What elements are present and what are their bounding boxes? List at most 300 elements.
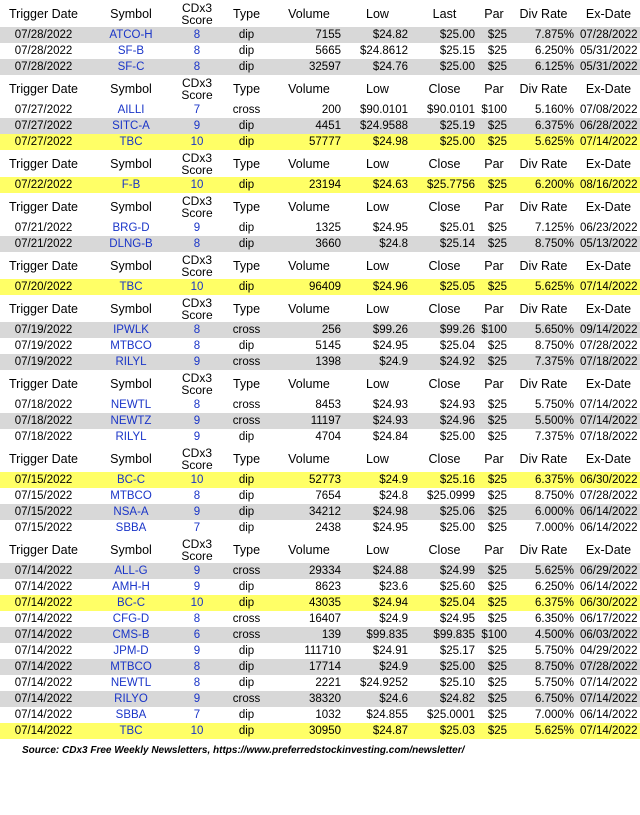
cell-last: $25.60 xyxy=(411,579,478,595)
cell-symbol[interactable]: BC-C xyxy=(87,595,175,611)
header-row xyxy=(0,536,640,563)
header-trigger-date: Trigger Date xyxy=(0,252,87,279)
cell-ex-date: 06/14/2022 xyxy=(577,504,640,520)
header-low: Low xyxy=(344,150,411,177)
cell-last: $25.04 xyxy=(411,338,478,354)
cell-div-rate: 7.000% xyxy=(510,707,577,723)
cell-volume: 23194 xyxy=(274,177,344,193)
table-row xyxy=(0,397,640,413)
cell-par: $100 xyxy=(478,322,510,338)
table-row xyxy=(0,627,640,643)
header-ex-date: Ex-Date xyxy=(577,252,640,279)
cell-type: dip xyxy=(219,520,274,536)
header-div-rate: Div Rate xyxy=(510,193,577,220)
cell-type: dip xyxy=(219,134,274,150)
cell-div-rate: 6.250% xyxy=(510,579,577,595)
cell-symbol[interactable]: JPM-D xyxy=(87,643,175,659)
cell-cdx3-score: 8 xyxy=(175,322,219,338)
cell-type: cross xyxy=(219,611,274,627)
cell-last: $99.26 xyxy=(411,322,478,338)
cell-par: $25 xyxy=(478,397,510,413)
cell-cdx3-score: 8 xyxy=(175,236,219,252)
cell-div-rate: 6.750% xyxy=(510,691,577,707)
cell-div-rate: 8.750% xyxy=(510,659,577,675)
header-div-rate: Div Rate xyxy=(510,252,577,279)
cell-low: $24.98 xyxy=(344,504,411,520)
cell-trigger-date: 07/19/2022 xyxy=(0,354,87,370)
header-trigger-date: Trigger Date xyxy=(0,150,87,177)
cell-symbol[interactable]: CFG-D xyxy=(87,611,175,627)
header-par: Par xyxy=(478,370,510,397)
cell-last: $25.15 xyxy=(411,43,478,59)
cell-volume: 11197 xyxy=(274,413,344,429)
cell-volume: 96409 xyxy=(274,279,344,295)
cell-volume: 43035 xyxy=(274,595,344,611)
cell-par: $25 xyxy=(478,220,510,236)
cell-low: $24.9 xyxy=(344,472,411,488)
cell-type: dip xyxy=(219,177,274,193)
cell-par: $25 xyxy=(478,236,510,252)
cell-div-rate: 7.000% xyxy=(510,520,577,536)
header-low: Low xyxy=(344,536,411,563)
table-row xyxy=(0,220,640,236)
header-row xyxy=(0,252,640,279)
cell-volume: 4704 xyxy=(274,429,344,445)
cell-cdx3-score: 10 xyxy=(175,177,219,193)
cell-last: $25.06 xyxy=(411,504,478,520)
table-row xyxy=(0,691,640,707)
header-symbol: Symbol xyxy=(87,193,175,220)
header-low: Low xyxy=(344,295,411,322)
cell-trigger-date: 07/14/2022 xyxy=(0,691,87,707)
cell-trigger-date: 07/28/2022 xyxy=(0,27,87,43)
cell-type: dip xyxy=(219,429,274,445)
cell-cdx3-score: 9 xyxy=(175,579,219,595)
header-volume: Volume xyxy=(274,445,344,472)
table-row xyxy=(0,595,640,611)
header-type: Type xyxy=(219,150,274,177)
header-volume: Volume xyxy=(274,75,344,102)
header-ex-date: Ex-Date xyxy=(577,150,640,177)
cell-par: $25 xyxy=(478,134,510,150)
cell-low: $24.76 xyxy=(344,59,411,75)
cell-symbol[interactable]: IPWLK xyxy=(87,322,175,338)
cell-ex-date: 06/30/2022 xyxy=(577,595,640,611)
cell-trigger-date: 07/14/2022 xyxy=(0,659,87,675)
cell-low: $24.93 xyxy=(344,413,411,429)
cell-low: $24.9252 xyxy=(344,675,411,691)
header-low: Low xyxy=(344,193,411,220)
header-ex-date: Ex-Date xyxy=(577,536,640,563)
cell-symbol[interactable]: NEWTZ xyxy=(87,413,175,429)
header-low: Low xyxy=(344,75,411,102)
cell-cdx3-score: 8 xyxy=(175,338,219,354)
header-cdx3-score: CDx3 Score xyxy=(175,445,219,472)
cell-par: $25 xyxy=(478,707,510,723)
cell-last: $25.04 xyxy=(411,595,478,611)
cell-par: $100 xyxy=(478,627,510,643)
header-type: Type xyxy=(219,252,274,279)
table-row xyxy=(0,429,640,445)
cell-low: $99.835 xyxy=(344,627,411,643)
cell-symbol[interactable]: SBBA xyxy=(87,707,175,723)
cell-div-rate: 5.750% xyxy=(510,643,577,659)
cell-trigger-date: 07/27/2022 xyxy=(0,102,87,118)
cell-cdx3-score: 10 xyxy=(175,472,219,488)
header-div-rate: Div Rate xyxy=(510,370,577,397)
cell-par: $25 xyxy=(478,338,510,354)
cell-cdx3-score: 9 xyxy=(175,118,219,134)
cell-type: dip xyxy=(219,488,274,504)
cell-last: $25.19 xyxy=(411,118,478,134)
cell-symbol[interactable]: MTBCO xyxy=(87,338,175,354)
cell-par: $25 xyxy=(478,429,510,445)
cell-low: $24.91 xyxy=(344,643,411,659)
table-row xyxy=(0,236,640,252)
cell-ex-date: 05/31/2022 xyxy=(577,59,640,75)
cell-ex-date: 07/14/2022 xyxy=(577,675,640,691)
cell-last: $25.00 xyxy=(411,27,478,43)
cell-symbol[interactable]: TBC xyxy=(87,723,175,739)
header-type: Type xyxy=(219,370,274,397)
cell-symbol[interactable]: CMS-B xyxy=(87,627,175,643)
header-low: Low xyxy=(344,370,411,397)
cell-last: $25.0001 xyxy=(411,707,478,723)
cell-last: $25.00 xyxy=(411,59,478,75)
cell-low: $24.8 xyxy=(344,236,411,252)
cell-ex-date: 05/31/2022 xyxy=(577,43,640,59)
header-volume: Volume xyxy=(274,193,344,220)
cell-last: $25.05 xyxy=(411,279,478,295)
cell-par: $25 xyxy=(478,354,510,370)
cell-low: $24.87 xyxy=(344,723,411,739)
table-row xyxy=(0,102,640,118)
cell-ex-date: 07/14/2022 xyxy=(577,279,640,295)
cell-last: $25.00 xyxy=(411,520,478,536)
cell-ex-date: 04/29/2022 xyxy=(577,643,640,659)
table-row xyxy=(0,472,640,488)
cell-div-rate: 7.125% xyxy=(510,220,577,236)
header-volume: Volume xyxy=(274,370,344,397)
cell-last: $99.835 xyxy=(411,627,478,643)
header-row xyxy=(0,150,640,177)
cell-par: $25 xyxy=(478,413,510,429)
cell-trigger-date: 07/21/2022 xyxy=(0,220,87,236)
cell-volume: 3660 xyxy=(274,236,344,252)
cell-trigger-date: 07/22/2022 xyxy=(0,177,87,193)
cell-par: $100 xyxy=(478,102,510,118)
cell-symbol[interactable]: DLNG-B xyxy=(87,236,175,252)
cell-cdx3-score: 7 xyxy=(175,707,219,723)
header-row xyxy=(0,75,640,102)
header-row xyxy=(0,370,640,397)
table-row xyxy=(0,563,640,579)
cell-low: $24.95 xyxy=(344,338,411,354)
cell-cdx3-score: 8 xyxy=(175,611,219,627)
cell-type: cross xyxy=(219,354,274,370)
cell-symbol[interactable]: NSA-A xyxy=(87,504,175,520)
cell-low: $24.95 xyxy=(344,520,411,536)
cell-par: $25 xyxy=(478,723,510,739)
cell-volume: 5665 xyxy=(274,43,344,59)
cell-ex-date: 06/14/2022 xyxy=(577,520,640,536)
cell-par: $25 xyxy=(478,579,510,595)
table-row xyxy=(0,579,640,595)
cell-symbol[interactable]: SBBA xyxy=(87,520,175,536)
header-trigger-date: Trigger Date xyxy=(0,370,87,397)
header-last: Last xyxy=(411,0,478,27)
header-type: Type xyxy=(219,0,274,27)
cell-ex-date: 07/28/2022 xyxy=(577,488,640,504)
header-row xyxy=(0,445,640,472)
cell-volume: 1325 xyxy=(274,220,344,236)
header-last: Close xyxy=(411,75,478,102)
header-last: Close xyxy=(411,536,478,563)
table-row xyxy=(0,488,640,504)
cell-div-rate: 6.375% xyxy=(510,472,577,488)
cell-cdx3-score: 7 xyxy=(175,102,219,118)
cell-last: $24.95 xyxy=(411,611,478,627)
cell-symbol[interactable]: TBC xyxy=(87,134,175,150)
cell-symbol[interactable]: SITC-A xyxy=(87,118,175,134)
cell-cdx3-score: 9 xyxy=(175,413,219,429)
cell-type: cross xyxy=(219,563,274,579)
cell-last: $25.10 xyxy=(411,675,478,691)
header-ex-date: Ex-Date xyxy=(577,370,640,397)
header-last: Close xyxy=(411,445,478,472)
header-volume: Volume xyxy=(274,252,344,279)
header-volume: Volume xyxy=(274,536,344,563)
cell-symbol[interactable]: ATCO-H xyxy=(87,27,175,43)
cell-div-rate: 5.650% xyxy=(510,322,577,338)
header-div-rate: Div Rate xyxy=(510,150,577,177)
cell-ex-date: 05/13/2022 xyxy=(577,236,640,252)
cell-symbol[interactable]: TBC xyxy=(87,279,175,295)
cell-type: dip xyxy=(219,279,274,295)
cell-par: $25 xyxy=(478,279,510,295)
cell-ex-date: 07/28/2022 xyxy=(577,659,640,675)
cell-symbol[interactable]: MTBCO xyxy=(87,488,175,504)
cell-symbol[interactable]: AILLI xyxy=(87,102,175,118)
cell-symbol[interactable]: ALL-G xyxy=(87,563,175,579)
cell-symbol[interactable]: NEWTL xyxy=(87,675,175,691)
table-row xyxy=(0,279,640,295)
cell-ex-date: 07/14/2022 xyxy=(577,413,640,429)
header-par: Par xyxy=(478,75,510,102)
cell-type: cross xyxy=(219,627,274,643)
header-ex-date: Ex-Date xyxy=(577,445,640,472)
cell-div-rate: 6.250% xyxy=(510,43,577,59)
cell-cdx3-score: 8 xyxy=(175,43,219,59)
cell-ex-date: 07/14/2022 xyxy=(577,397,640,413)
cell-div-rate: 8.750% xyxy=(510,338,577,354)
cell-low: $24.8612 xyxy=(344,43,411,59)
header-last: Close xyxy=(411,252,478,279)
header-div-rate: Div Rate xyxy=(510,445,577,472)
cell-volume: 29334 xyxy=(274,563,344,579)
cell-div-rate: 5.750% xyxy=(510,397,577,413)
header-par: Par xyxy=(478,193,510,220)
table-row xyxy=(0,520,640,536)
header-symbol: Symbol xyxy=(87,252,175,279)
table-row xyxy=(0,659,640,675)
cell-low: $24.96 xyxy=(344,279,411,295)
header-ex-date: Ex-Date xyxy=(577,193,640,220)
cell-low: $24.98 xyxy=(344,134,411,150)
cell-type: dip xyxy=(219,659,274,675)
header-volume: Volume xyxy=(274,150,344,177)
cell-type: dip xyxy=(219,59,274,75)
cell-symbol[interactable]: RILYL xyxy=(87,354,175,370)
cell-cdx3-score: 8 xyxy=(175,59,219,75)
cell-symbol[interactable]: BRG-D xyxy=(87,220,175,236)
cell-low: $24.8 xyxy=(344,488,411,504)
cell-cdx3-score: 8 xyxy=(175,27,219,43)
header-trigger-date: Trigger Date xyxy=(0,445,87,472)
header-type: Type xyxy=(219,295,274,322)
cell-ex-date: 07/14/2022 xyxy=(577,723,640,739)
header-par: Par xyxy=(478,252,510,279)
header-symbol: Symbol xyxy=(87,150,175,177)
header-last: Close xyxy=(411,150,478,177)
cell-div-rate: 7.375% xyxy=(510,429,577,445)
cell-par: $25 xyxy=(478,504,510,520)
cell-trigger-date: 07/15/2022 xyxy=(0,488,87,504)
table-row xyxy=(0,43,640,59)
cell-volume: 30950 xyxy=(274,723,344,739)
cell-last: $25.17 xyxy=(411,643,478,659)
cell-symbol[interactable]: F-B xyxy=(87,177,175,193)
cell-low: $24.93 xyxy=(344,397,411,413)
cell-div-rate: 5.750% xyxy=(510,675,577,691)
cell-volume: 57777 xyxy=(274,134,344,150)
cell-ex-date: 06/29/2022 xyxy=(577,563,640,579)
cell-cdx3-score: 9 xyxy=(175,643,219,659)
cell-par: $25 xyxy=(478,43,510,59)
cell-par: $25 xyxy=(478,488,510,504)
cell-type: dip xyxy=(219,27,274,43)
cell-volume: 52773 xyxy=(274,472,344,488)
header-type: Type xyxy=(219,75,274,102)
cell-last: $90.0101 xyxy=(411,102,478,118)
cell-volume: 16407 xyxy=(274,611,344,627)
cell-cdx3-score: 10 xyxy=(175,279,219,295)
header-par: Par xyxy=(478,295,510,322)
header-symbol: Symbol xyxy=(87,0,175,27)
cell-type: dip xyxy=(219,236,274,252)
cell-volume: 111710 xyxy=(274,643,344,659)
cell-trigger-date: 07/14/2022 xyxy=(0,611,87,627)
header-symbol: Symbol xyxy=(87,295,175,322)
cell-par: $25 xyxy=(478,118,510,134)
cell-low: $24.9 xyxy=(344,611,411,627)
header-trigger-date: Trigger Date xyxy=(0,75,87,102)
cell-par: $25 xyxy=(478,59,510,75)
cell-trigger-date: 07/19/2022 xyxy=(0,322,87,338)
cell-div-rate: 7.875% xyxy=(510,27,577,43)
cell-div-rate: 7.375% xyxy=(510,354,577,370)
header-low: Low xyxy=(344,252,411,279)
header-ex-date: Ex-Date xyxy=(577,0,640,27)
cell-div-rate: 5.625% xyxy=(510,723,577,739)
cell-ex-date: 07/28/2022 xyxy=(577,338,640,354)
cell-low: $24.6 xyxy=(344,691,411,707)
table-row xyxy=(0,504,640,520)
cell-par: $25 xyxy=(478,643,510,659)
cell-ex-date: 07/18/2022 xyxy=(577,429,640,445)
table-row xyxy=(0,118,640,134)
cell-div-rate: 6.375% xyxy=(510,595,577,611)
cell-last: $24.92 xyxy=(411,354,478,370)
cell-volume: 2221 xyxy=(274,675,344,691)
cell-low: $23.6 xyxy=(344,579,411,595)
cell-low: $24.855 xyxy=(344,707,411,723)
header-row xyxy=(0,193,640,220)
cell-div-rate: 5.160% xyxy=(510,102,577,118)
cell-type: dip xyxy=(219,338,274,354)
cell-volume: 8453 xyxy=(274,397,344,413)
cell-last: $24.99 xyxy=(411,563,478,579)
cell-cdx3-score: 9 xyxy=(175,354,219,370)
header-par: Par xyxy=(478,150,510,177)
cell-last: $25.14 xyxy=(411,236,478,252)
cell-symbol[interactable]: RILYL xyxy=(87,429,175,445)
cell-symbol[interactable]: MTBCO xyxy=(87,659,175,675)
cell-type: dip xyxy=(219,723,274,739)
cell-volume: 2438 xyxy=(274,520,344,536)
cell-ex-date: 06/03/2022 xyxy=(577,627,640,643)
cell-par: $25 xyxy=(478,659,510,675)
header-symbol: Symbol xyxy=(87,370,175,397)
cell-volume: 1032 xyxy=(274,707,344,723)
cell-last: $25.01 xyxy=(411,220,478,236)
table-row xyxy=(0,27,640,43)
cell-ex-date: 07/14/2022 xyxy=(577,134,640,150)
cell-symbol[interactable]: RILYO xyxy=(87,691,175,707)
table-row xyxy=(0,611,640,627)
cell-symbol[interactable]: SF-C xyxy=(87,59,175,75)
header-ex-date: Ex-Date xyxy=(577,75,640,102)
cell-type: dip xyxy=(219,595,274,611)
cell-last: $24.96 xyxy=(411,413,478,429)
cell-symbol[interactable]: BC-C xyxy=(87,472,175,488)
cell-par: $25 xyxy=(478,472,510,488)
cell-type: cross xyxy=(219,413,274,429)
cell-symbol[interactable]: SF-B xyxy=(87,43,175,59)
cell-symbol[interactable]: NEWTL xyxy=(87,397,175,413)
cell-cdx3-score: 6 xyxy=(175,627,219,643)
header-cdx3-score: CDx3 Score xyxy=(175,252,219,279)
source-caption: Source: CDx3 Free Weekly Newsletters, https://www.preferredstockinvesting.com/newsletter/ xyxy=(22,745,465,756)
cell-div-rate: 6.000% xyxy=(510,504,577,520)
cell-cdx3-score: 10 xyxy=(175,723,219,739)
header-cdx3-score: CDx3 Score xyxy=(175,0,219,27)
cell-last: $24.93 xyxy=(411,397,478,413)
header-div-rate: Div Rate xyxy=(510,295,577,322)
table-row xyxy=(0,707,640,723)
cell-symbol[interactable]: AMH-H xyxy=(87,579,175,595)
header-trigger-date: Trigger Date xyxy=(0,536,87,563)
cell-low: $24.95 xyxy=(344,220,411,236)
header-type: Type xyxy=(219,536,274,563)
cell-volume: 4451 xyxy=(274,118,344,134)
cell-trigger-date: 07/19/2022 xyxy=(0,338,87,354)
cell-trigger-date: 07/28/2022 xyxy=(0,59,87,75)
cell-type: cross xyxy=(219,102,274,118)
cell-last: $25.00 xyxy=(411,429,478,445)
cell-cdx3-score: 9 xyxy=(175,220,219,236)
cell-cdx3-score: 8 xyxy=(175,397,219,413)
